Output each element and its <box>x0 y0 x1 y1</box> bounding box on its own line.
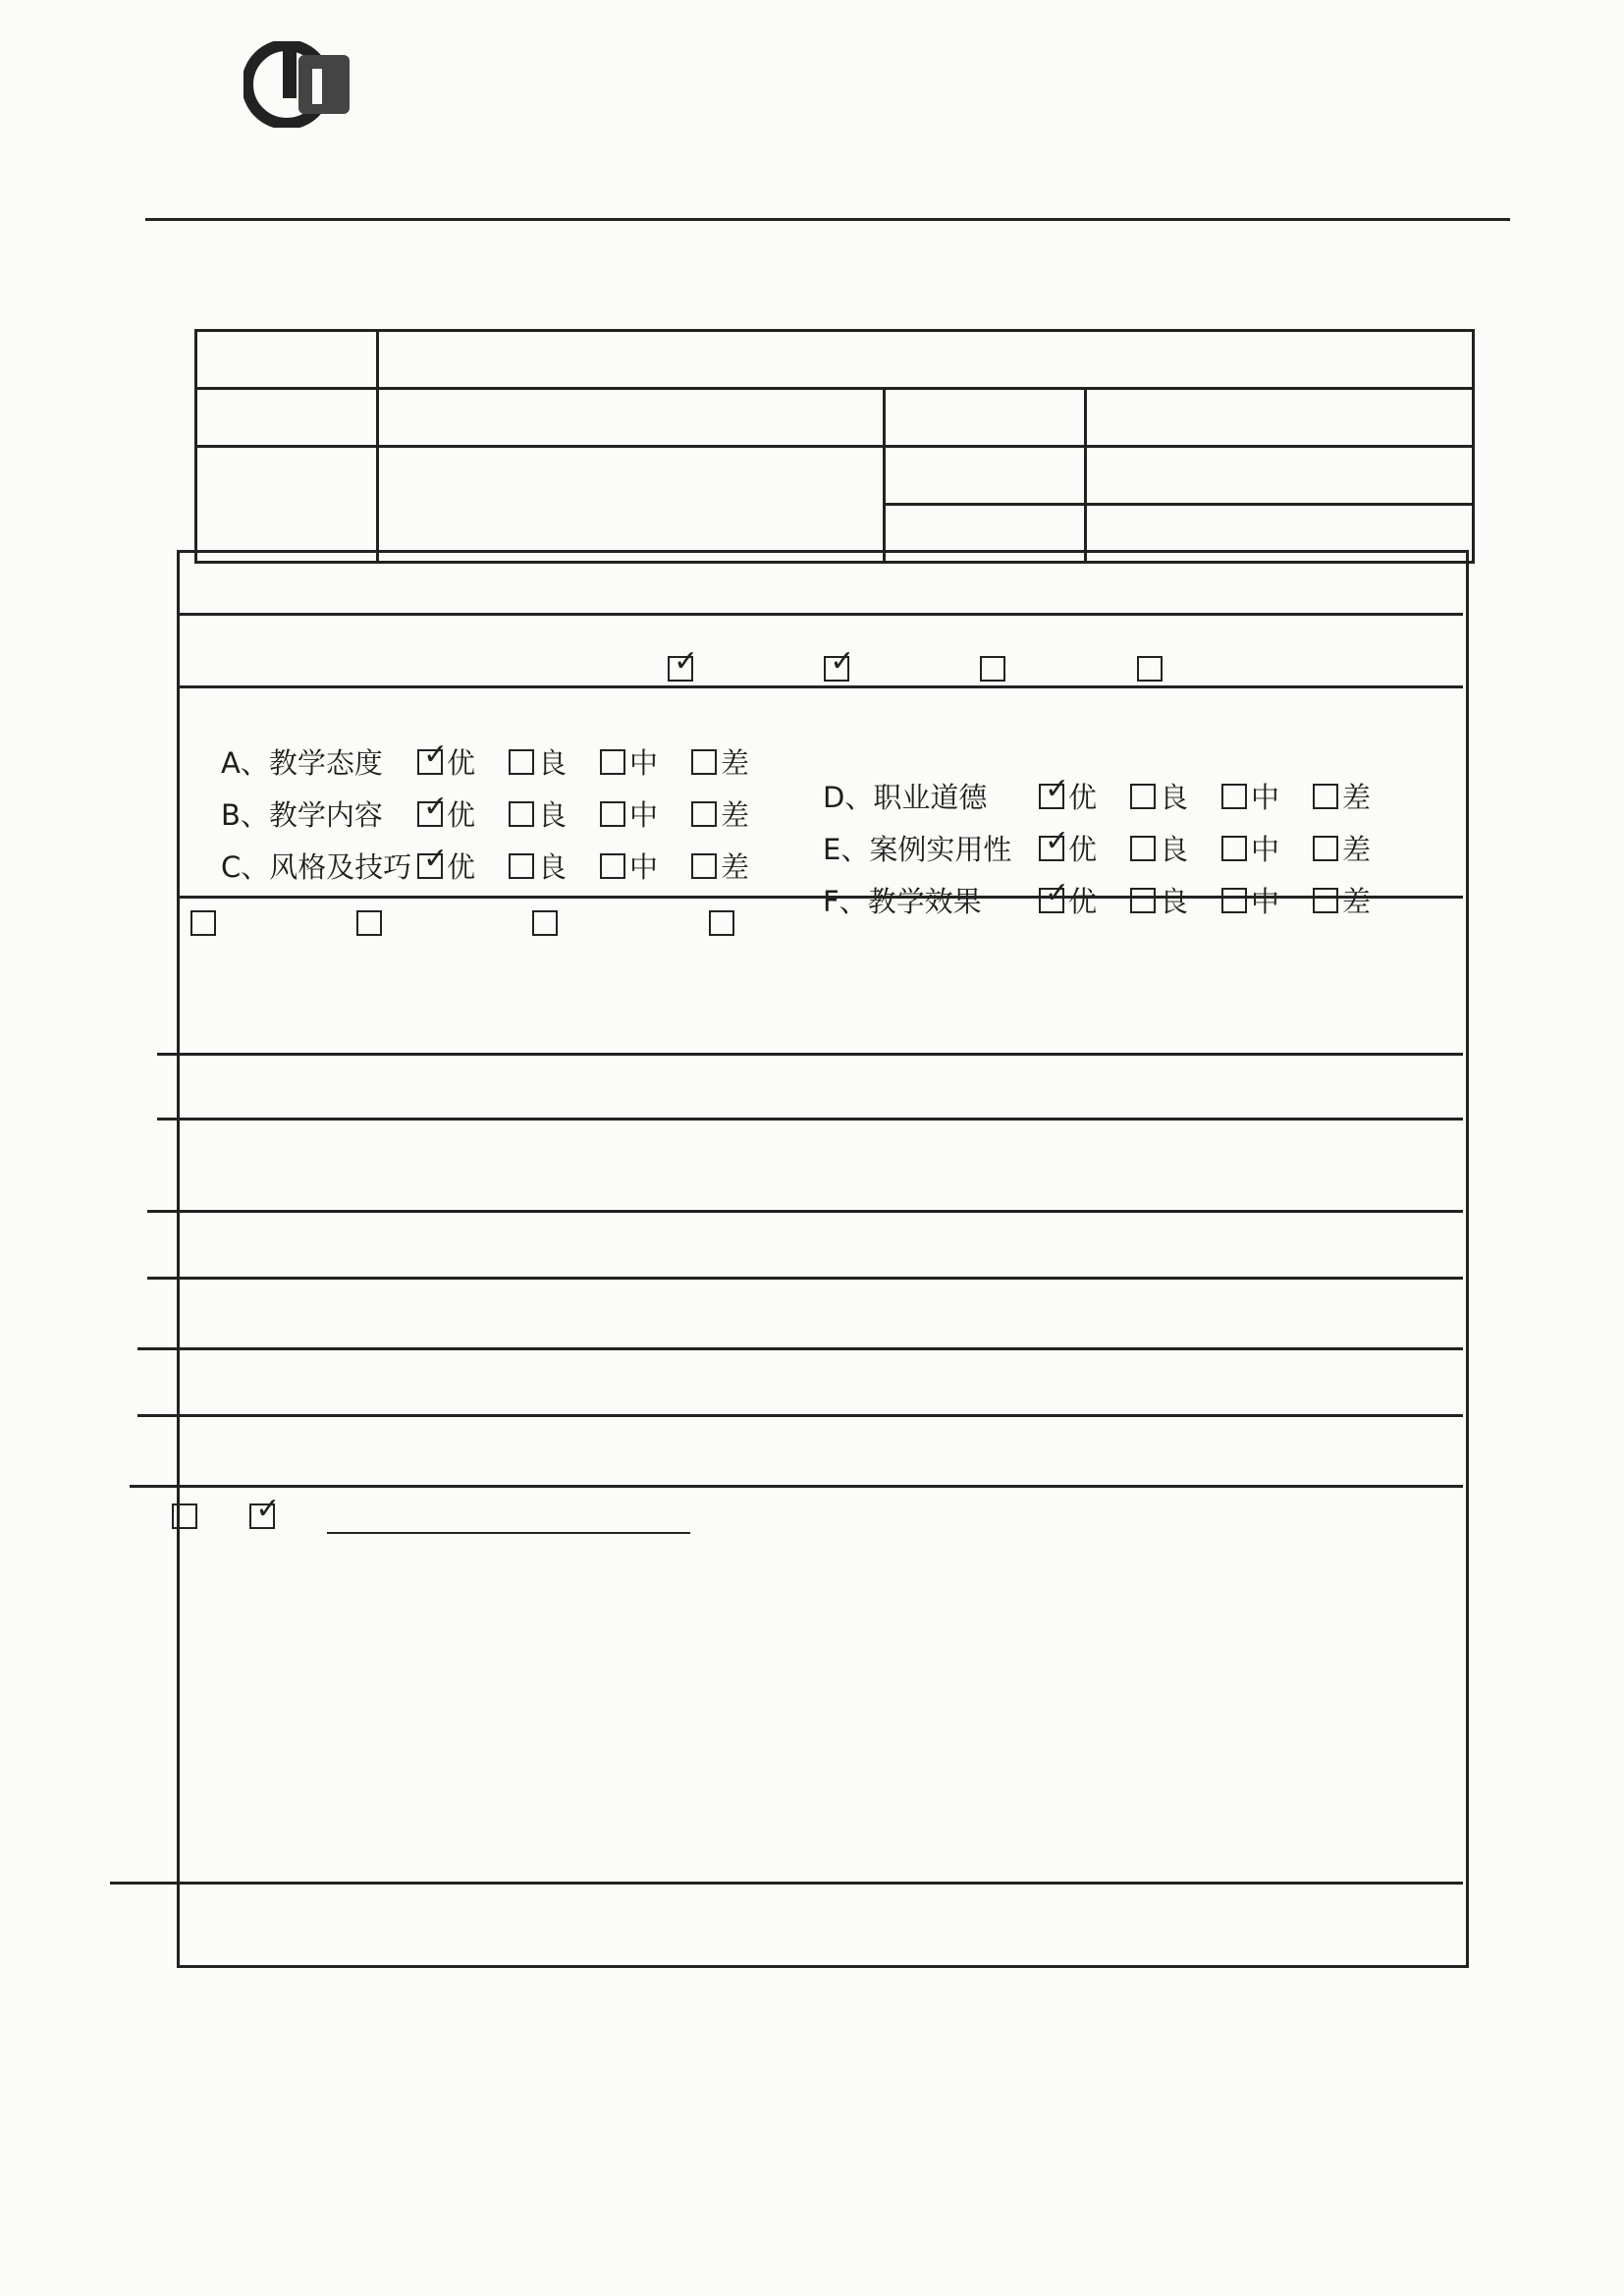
teacher-value[interactable] <box>1086 389 1474 447</box>
q2-right-grade-option <box>1039 833 1097 866</box>
q2-right-checkbox[interactable] <box>1130 888 1156 913</box>
q2-left-grade-option <box>691 746 749 780</box>
q2-left-checkbox[interactable] <box>691 801 717 827</box>
q2-left-grade-label: 差 <box>721 850 750 884</box>
q2-left-group <box>221 741 783 898</box>
q2-left-row <box>221 741 783 782</box>
q2-left-grade-label: 优 <box>447 798 476 832</box>
q2-right-grade-label: 差 <box>1342 833 1372 866</box>
q2-left-grade-label: 良 <box>538 798 568 832</box>
student-name-value[interactable] <box>378 447 885 563</box>
q2-left-grade-option <box>509 746 567 780</box>
q2-left-grade-option <box>600 746 658 780</box>
q1-checkbox-4[interactable] <box>1137 656 1163 682</box>
q3-checkbox-4[interactable] <box>709 910 734 936</box>
q2-right-grade-option <box>1221 781 1279 814</box>
course-name-label <box>196 331 378 389</box>
q2-left-checkbox[interactable] <box>691 749 717 775</box>
q1-checkbox-1[interactable] <box>668 656 693 682</box>
q7-plan-input[interactable] <box>327 1508 690 1534</box>
q2-right-checkbox[interactable] <box>1221 784 1247 809</box>
q2-left-grade-option <box>600 850 658 884</box>
q2-left-grade-option <box>600 798 658 832</box>
q7-divider <box>130 1485 1463 1488</box>
student-name-label <box>196 447 378 563</box>
q2-left-checkbox[interactable] <box>600 853 625 879</box>
q2-right-grade-label: 中 <box>1251 781 1280 814</box>
time-value[interactable] <box>378 389 885 447</box>
q2-right-grade-option <box>1039 885 1097 918</box>
q2-right-checkbox[interactable] <box>1039 784 1064 809</box>
q2-left-grade-option <box>691 798 749 832</box>
q3-divider <box>177 896 1463 899</box>
q2-left-checkbox[interactable] <box>600 801 625 827</box>
course-name-value[interactable] <box>378 331 1474 389</box>
q2-right-grade-label: 良 <box>1160 833 1189 866</box>
header-divider <box>145 218 1510 221</box>
q2-right-checkbox[interactable] <box>1039 836 1064 861</box>
q2-right-grade-option <box>1313 781 1371 814</box>
q2-right-grade-option <box>1130 885 1188 918</box>
q1-checkbox-3[interactable] <box>980 656 1005 682</box>
q2-left-grade-label: 优 <box>447 850 476 884</box>
teacher-label <box>885 389 1086 447</box>
q2-left-grade-option <box>509 850 567 884</box>
q6-inner-divider <box>137 1414 1463 1417</box>
q2-right-label: D、职业道德 <box>823 781 988 814</box>
q2-right-checkbox[interactable] <box>1221 836 1247 861</box>
q2-left-grade-label: 中 <box>629 746 659 780</box>
q2-right-checkbox[interactable] <box>1313 888 1338 913</box>
q7-plan-line <box>142 1501 690 1534</box>
q2-left-row <box>221 793 783 834</box>
q2-left-grade-option <box>691 850 749 884</box>
q2-right-label: E、案例实用性 <box>823 833 1012 866</box>
q7-yes-checkbox[interactable] <box>172 1503 197 1529</box>
q2-left-grade-option <box>417 746 475 780</box>
q2-right-group <box>823 776 1404 932</box>
q3-text-line <box>177 907 738 941</box>
q2-right-grade-label: 差 <box>1342 885 1372 918</box>
q2-left-grade-label: 中 <box>629 798 659 832</box>
q2-left-grade-label: 差 <box>721 746 750 780</box>
q2-right-grade-label: 良 <box>1160 885 1189 918</box>
q5-divider <box>147 1210 1463 1213</box>
q2-left-row <box>221 846 783 886</box>
gaopei-logo-icon <box>244 41 353 128</box>
q3-checkbox-1[interactable] <box>190 910 216 936</box>
q2-right-grade-option <box>1130 781 1188 814</box>
q2-left-grade-option <box>509 798 567 832</box>
q2-divider <box>177 685 1463 688</box>
q2-right-grade-option <box>1130 833 1188 866</box>
q2-right-checkbox[interactable] <box>1130 784 1156 809</box>
q2-right-checkbox[interactable] <box>1313 784 1338 809</box>
q1-options <box>668 653 1192 686</box>
q2-right-grade-option <box>1221 833 1279 866</box>
q4-divider <box>157 1053 1463 1056</box>
q2-right-grade-label: 良 <box>1160 781 1189 814</box>
time-label <box>196 389 378 447</box>
q2-right-grade-label: 优 <box>1068 781 1098 814</box>
q2-right-checkbox[interactable] <box>1130 836 1156 861</box>
q2-right-grade-label: 差 <box>1342 781 1372 814</box>
q2-left-checkbox[interactable] <box>417 853 443 879</box>
q2-right-grade-label: 优 <box>1068 833 1098 866</box>
q2-right-checkbox[interactable] <box>1313 836 1338 861</box>
q2-right-grade-option <box>1313 885 1371 918</box>
q2-right-checkbox[interactable] <box>1221 888 1247 913</box>
q2-left-checkbox[interactable] <box>600 749 625 775</box>
q2-left-label: A、教学态度 <box>221 746 383 780</box>
q2-left-checkbox[interactable] <box>417 801 443 827</box>
q2-right-row <box>823 828 1404 868</box>
q2-left-checkbox[interactable] <box>509 801 534 827</box>
q4-inner-divider <box>157 1118 1463 1121</box>
q2-left-checkbox[interactable] <box>417 749 443 775</box>
q7-no-checkbox[interactable] <box>249 1503 275 1529</box>
q2-left-grade-option <box>417 850 475 884</box>
q2-right-grade-label: 优 <box>1068 885 1098 918</box>
q2-left-label: B、教学内容 <box>221 798 383 832</box>
q2-right-checkbox[interactable] <box>1039 888 1064 913</box>
q2-left-checkbox[interactable] <box>509 853 534 879</box>
q2-left-grade-label: 良 <box>538 746 568 780</box>
q2-left-grade-label: 优 <box>447 746 476 780</box>
q2-right-label: F、教学效果 <box>823 885 982 918</box>
q2-right-row <box>823 776 1404 816</box>
q2-right-grade-label: 中 <box>1251 885 1280 918</box>
q8-divider <box>110 1882 1463 1885</box>
q3-checkbox-2[interactable] <box>356 910 382 936</box>
q2-right-grade-option <box>1039 781 1097 814</box>
q2-right-grade-option <box>1221 885 1279 918</box>
q2-right-row <box>823 880 1404 920</box>
q2-left-grade-label: 差 <box>721 798 750 832</box>
place-label <box>885 447 1086 505</box>
q5-inner-divider <box>147 1277 1463 1280</box>
q2-left-grade-label: 良 <box>538 850 568 884</box>
q3-checkbox-3[interactable] <box>532 910 558 936</box>
q2-left-label: C、风格及技巧 <box>221 850 412 884</box>
q2-left-grade-option <box>417 798 475 832</box>
q2-left-checkbox[interactable] <box>509 749 534 775</box>
q1-checkbox-2[interactable] <box>824 656 849 682</box>
place-value[interactable] <box>1086 447 1474 505</box>
q2-right-grade-option <box>1313 833 1371 866</box>
q2-left-checkbox[interactable] <box>691 853 717 879</box>
course-info-table <box>194 329 1475 564</box>
q2-left-grade-label: 中 <box>629 850 659 884</box>
q6-divider <box>137 1347 1463 1350</box>
q2-right-grade-label: 中 <box>1251 833 1280 866</box>
